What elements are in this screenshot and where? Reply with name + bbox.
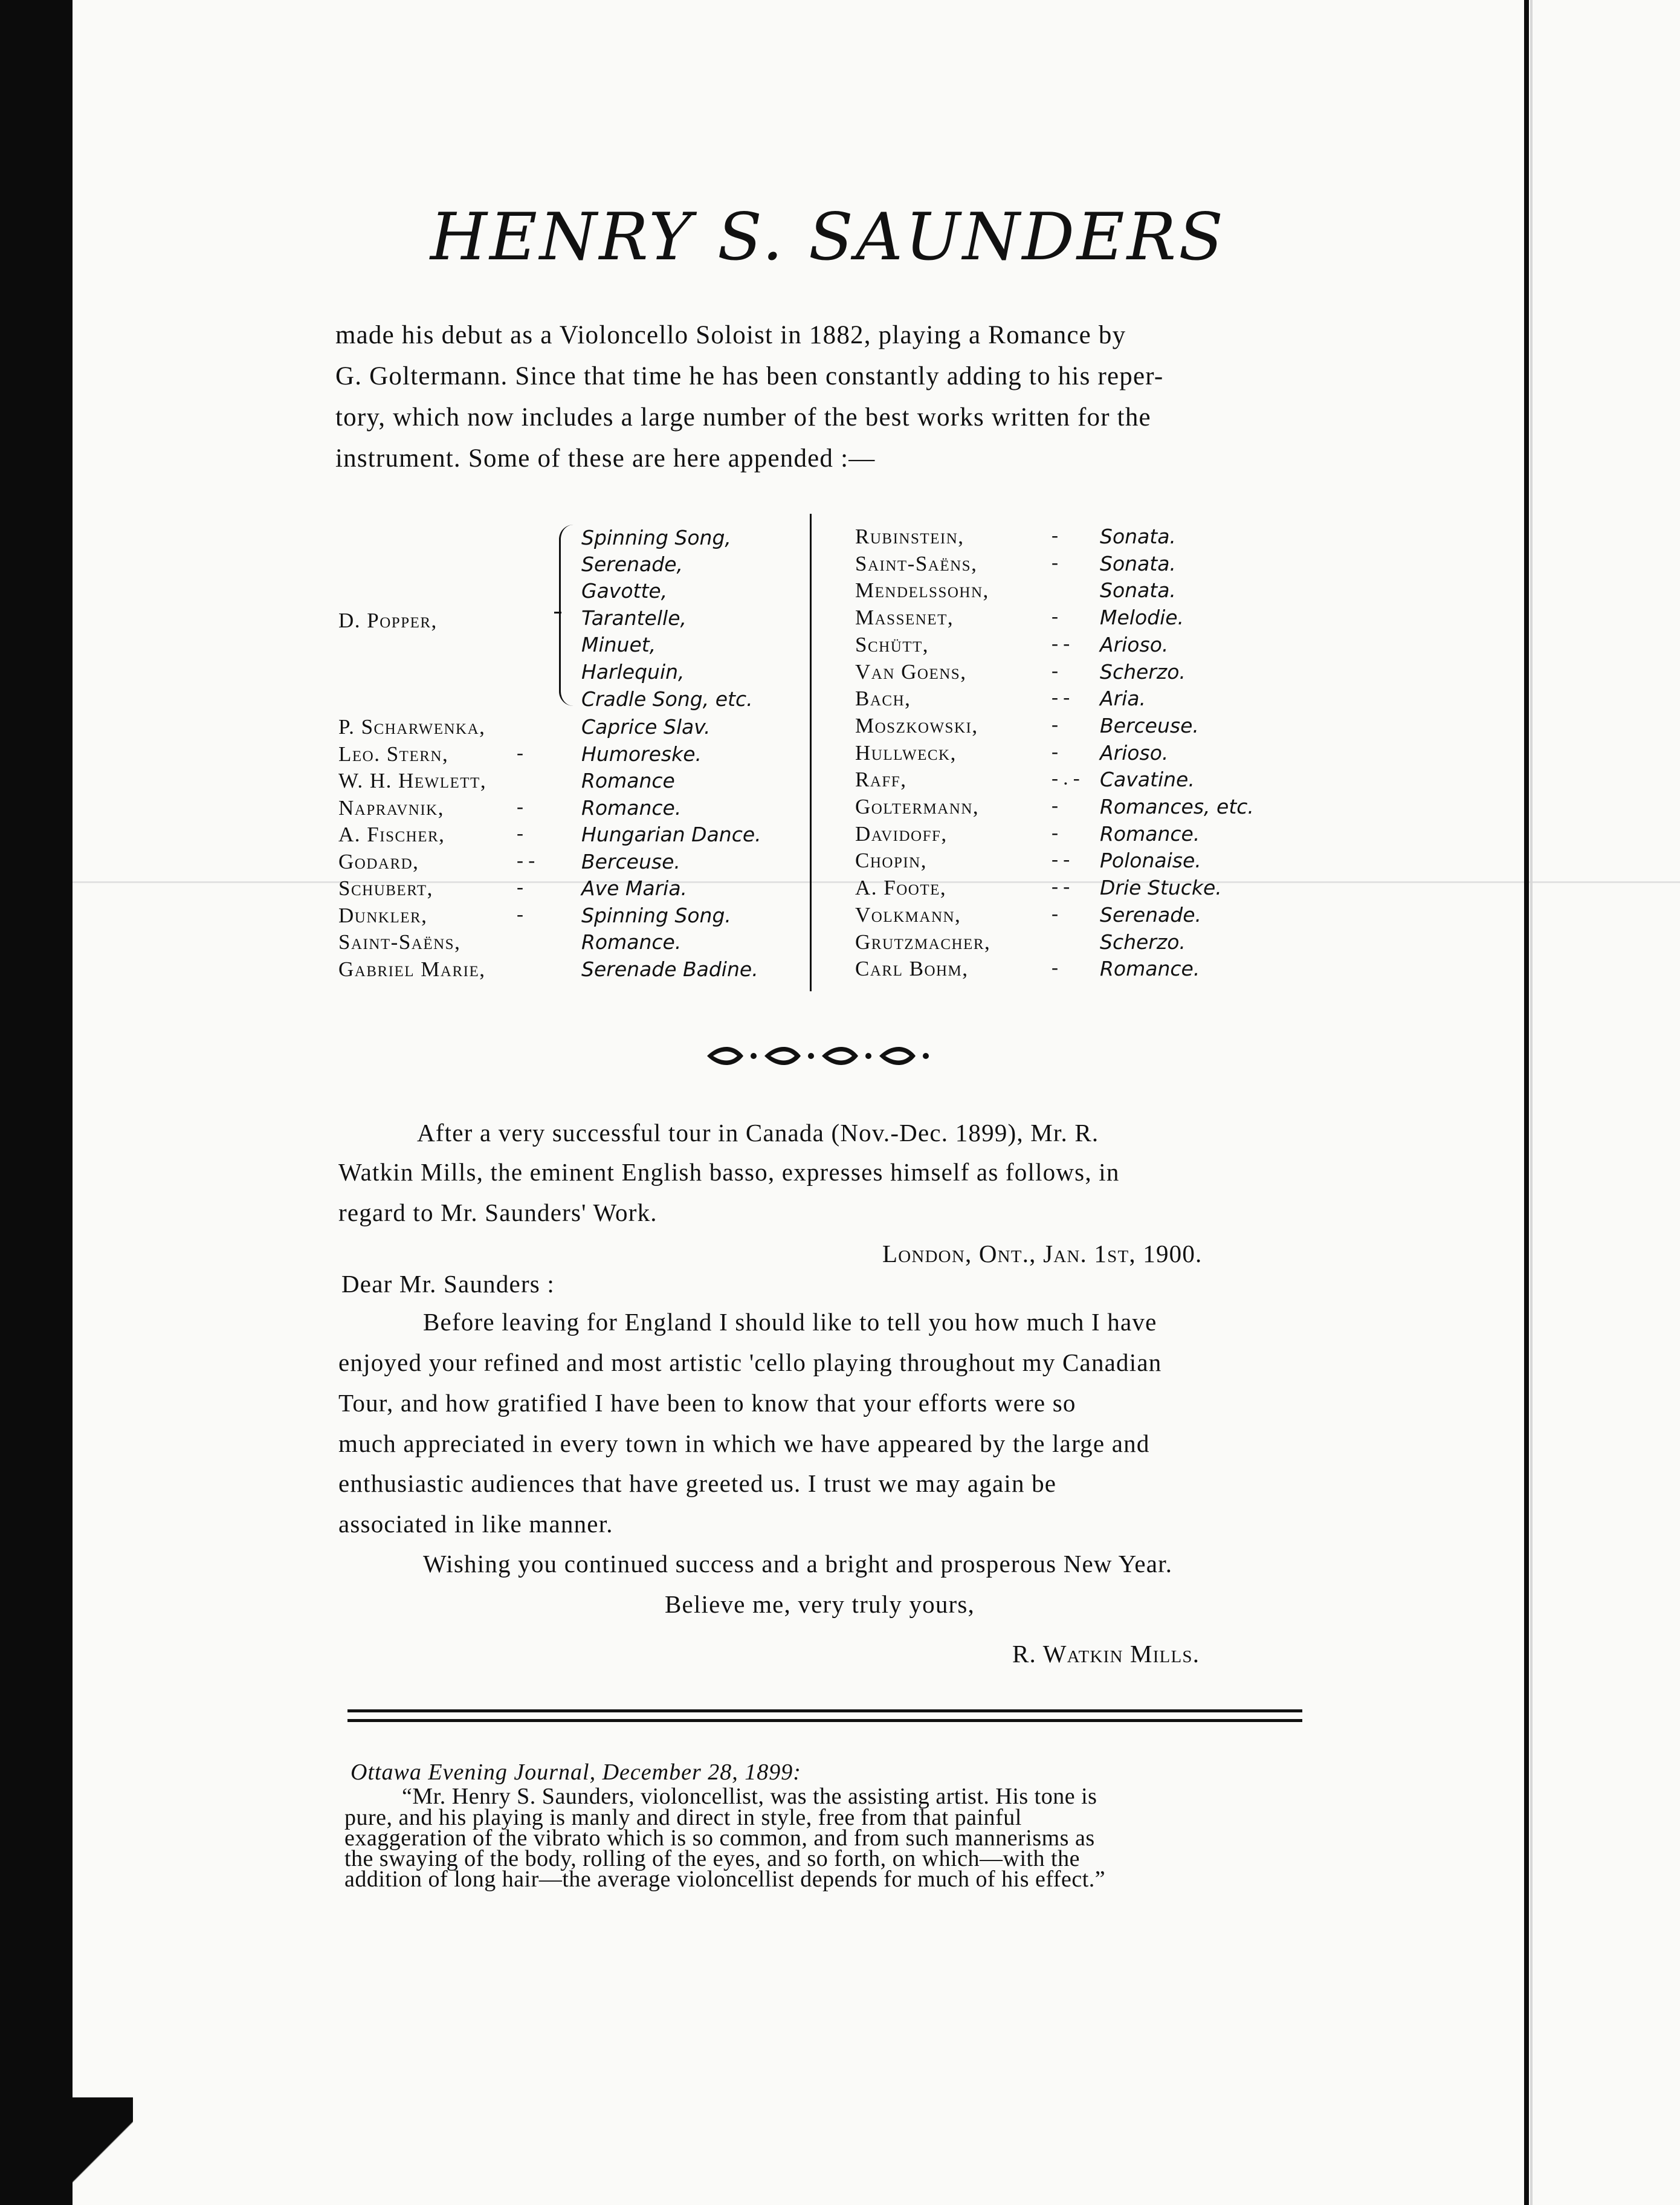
leader-dash: - -	[1052, 876, 1070, 898]
popper-work: Spinning Song,	[581, 526, 731, 549]
composer-name: Napravnik,	[338, 795, 444, 820]
composer-name: Van Goens,	[855, 659, 967, 684]
work-title: Romance.	[581, 930, 682, 954]
composer-name: Saint-Saëns,	[338, 930, 461, 954]
work-title: Hungarian Dance.	[581, 823, 761, 846]
press-line: pure, and his playing is manly and direct in style, free from that painful	[344, 1805, 1022, 1830]
popper-work: Tarantelle,	[581, 606, 687, 630]
tour-line-3: regard to Mr. Saunders' Work.	[338, 1199, 657, 1226]
leader-dash: -	[1052, 659, 1058, 682]
work-title: Scherzo.	[1100, 930, 1186, 954]
work-title: Drie Stucke.	[1100, 876, 1222, 900]
work-title: Berceuse.	[1100, 713, 1199, 737]
letter-line: Before leaving for England I should like to tell you how much I have	[423, 1308, 1157, 1336]
work-title: Romance.	[581, 795, 682, 820]
work-title: Cavatine.	[1100, 768, 1195, 792]
letter-place-date: London, Ont., Jan. 1st, 1900.	[882, 1240, 1203, 1268]
leader-dash: -	[517, 823, 523, 844]
work-title: Aria.	[1100, 687, 1146, 711]
composer-name: Grutzmacher,	[855, 930, 991, 954]
leader-dash: -	[1052, 821, 1058, 844]
leader-dash: -	[1052, 902, 1058, 925]
composer-name: W. H. Hewlett,	[338, 769, 487, 792]
page-edge-highlight	[1530, 0, 1533, 2205]
leader-dash: -	[1052, 551, 1058, 574]
composer-name: P. Scharwenka,	[338, 715, 486, 739]
leader-dash: -	[517, 742, 523, 764]
popper-work: Harlequin,	[581, 660, 685, 684]
work-title: Sonata.	[1100, 525, 1176, 548]
work-title: Ave Maria.	[581, 876, 688, 900]
leader-dash: -	[517, 903, 523, 925]
letter-signature: R. Watkin Mills.	[1012, 1640, 1200, 1668]
composer-name: Davidoff,	[855, 821, 948, 846]
leader-dash: -	[1052, 525, 1058, 546]
letter-line: associated in like manner.	[338, 1510, 613, 1538]
composer-name: Chopin,	[855, 849, 927, 873]
work-title: Melodie.	[1100, 606, 1184, 630]
composer-name: Hullweck,	[855, 740, 957, 765]
intro-line-2: G. Goltermann. Since that time he has been constantly adding to his reper-	[335, 362, 1164, 390]
tour-line-1: After a very successful tour in Canada (Nov.-Dec. 1899), Mr. R.	[417, 1119, 1099, 1147]
leader-dash: - -	[1052, 687, 1070, 709]
press-source: Ottawa Evening Journal, December 28, 1899:	[351, 1760, 801, 1785]
composer-name: Bach,	[855, 687, 911, 711]
letter-line: enjoyed your refined and most artistic 'cello playing throughout my Canadian	[338, 1349, 1162, 1376]
intro-line-4: instrument. Some of these are here appended :—	[335, 444, 876, 473]
work-title: Serenade Badine.	[581, 957, 758, 981]
work-title: Romance	[581, 769, 675, 792]
page-title: HENRY S. SAUNDERS	[430, 199, 1226, 275]
torn-corner	[73, 2097, 133, 2205]
column-divider	[810, 514, 812, 991]
work-title: Polonaise.	[1100, 849, 1201, 873]
popper-work: Minuet,	[581, 633, 656, 656]
composer-name: Moszkowski,	[855, 713, 978, 737]
work-title: Humoreske.	[581, 742, 702, 766]
popper-work: Cradle Song, etc.	[581, 687, 753, 711]
leader-dash: - -	[517, 849, 535, 872]
leader-dash: -	[1052, 713, 1058, 736]
leader-dash: -	[1052, 957, 1058, 979]
work-title: Caprice Slav.	[581, 715, 711, 739]
letter-line: Tour, and how gratified I have been to know that your efforts were so	[338, 1389, 1076, 1417]
composer-name: Dunkler,	[338, 903, 428, 927]
composer-name: Leo. Stern,	[338, 742, 449, 766]
composer-name: Volkmann,	[855, 902, 961, 927]
press-line: exaggeration of the vibrato which is so common, and from such mannerisms as	[344, 1825, 1095, 1851]
letter-wish: Wishing you continued success and a bright and prosperous New Year.	[423, 1550, 1173, 1578]
intro-line-1: made his debut as a Violoncello Soloist in 1882, playing a Romance by	[335, 321, 1126, 349]
letter-salutation: Dear Mr. Saunders :	[341, 1270, 555, 1298]
composer-name: Gabriel Marie,	[338, 957, 486, 981]
composer-name: Carl Bohm,	[855, 957, 969, 981]
composer-name: Rubinstein,	[855, 525, 964, 548]
work-title: Romances, etc.	[1100, 795, 1254, 818]
composer-name: Saint-Saëns,	[855, 551, 978, 575]
work-title: Serenade.	[1100, 902, 1201, 927]
composer-name: Raff,	[855, 768, 907, 792]
press-line: “Mr. Henry S. Saunders, violoncellist, was the assisting artist. His tone is	[402, 1784, 1097, 1809]
letter-line: much appreciated in every town in which we have appeared by the large and	[338, 1430, 1150, 1457]
intro-line-3: tory, which now includes a large number of the best works written for the	[335, 403, 1151, 432]
work-title: Arioso.	[1100, 740, 1169, 765]
leader-dash: -	[1052, 740, 1058, 763]
brace-point	[554, 612, 561, 614]
leader-dash: - -	[1052, 849, 1070, 871]
work-title: Romance.	[1100, 821, 1200, 846]
tour-line-2: Watkin Mills, the eminent English basso, expresses himself as follows, in	[338, 1158, 1120, 1186]
composer-name: Massenet,	[855, 606, 954, 630]
composer-name: Goltermann,	[855, 795, 980, 818]
press-line: the swaying of the body, rolling of the eyes, and so forth, on which—with the	[344, 1846, 1080, 1871]
work-title: Sonata.	[1100, 578, 1176, 603]
leader-dash: - -	[1052, 632, 1070, 655]
composer-name: A. Fischer,	[338, 823, 445, 846]
ornament-leaf-icon	[707, 1047, 929, 1065]
leader-dash: -	[517, 795, 523, 818]
composer-popper: D. Popper,	[338, 609, 438, 632]
popper-work: Serenade,	[581, 552, 683, 576]
letter-line: enthusiastic audiences that have greeted us. I trust we may again be	[338, 1469, 1057, 1497]
leader-dash: -	[1052, 795, 1058, 817]
double-rule-bottom	[347, 1719, 1302, 1722]
letter-closing: Believe me, very truly yours,	[665, 1590, 975, 1618]
leader-dash: -	[517, 876, 523, 898]
work-title: Romance.	[1100, 957, 1200, 981]
work-title: Berceuse.	[581, 849, 680, 873]
composer-name: Godard,	[338, 849, 419, 873]
composer-name: Mendelssohn,	[855, 578, 989, 603]
decorative-ornament	[701, 1041, 943, 1071]
composer-name: A. Foote,	[855, 876, 947, 900]
popper-work: Gavotte,	[581, 579, 668, 603]
work-title: Spinning Song.	[581, 903, 731, 927]
leader-dash: -	[1052, 606, 1058, 628]
page-edge	[1524, 0, 1529, 2205]
leader-dash: - . -	[1052, 768, 1080, 790]
composer-name: Schütt,	[855, 632, 929, 656]
work-title: Arioso.	[1100, 632, 1169, 656]
press-line: addition of long hair—the average violoncellist depends for much of his effect.”	[344, 1867, 1106, 1892]
brace	[559, 525, 578, 706]
composer-name: Schubert,	[338, 876, 433, 900]
work-title: Scherzo.	[1100, 659, 1186, 684]
double-rule-top	[347, 1709, 1302, 1712]
work-title: Sonata.	[1100, 551, 1176, 575]
